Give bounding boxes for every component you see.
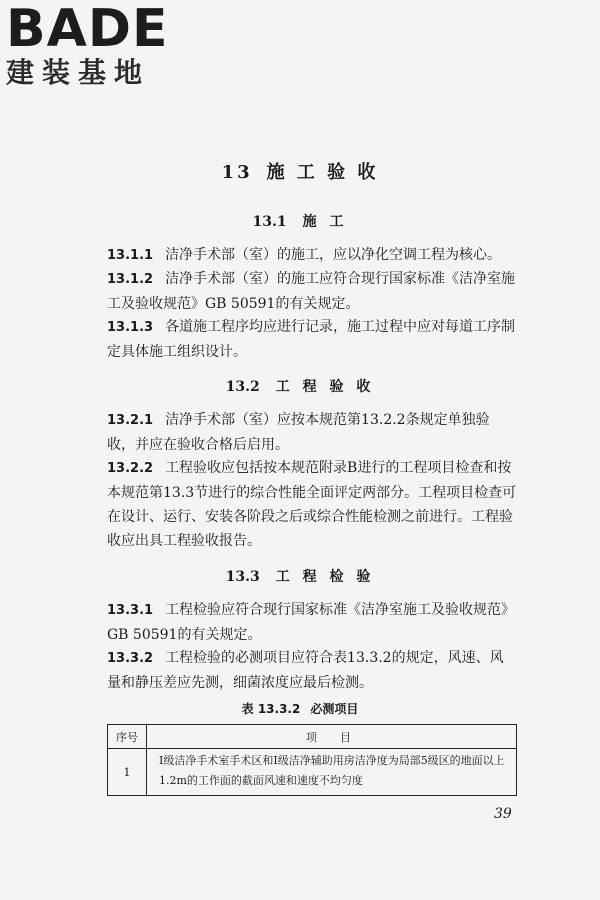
page-number: 39 [494, 806, 512, 822]
column-header-item: 项 目 [147, 725, 517, 749]
clause-number: 13.2.1 [107, 413, 154, 428]
clause-number: 13.1.3 [107, 320, 154, 335]
required-tests-table [107, 724, 517, 796]
clause-number: 13.3.1 [107, 603, 154, 618]
column-header-no: 序号 [108, 725, 147, 749]
brand-logo [6, 0, 181, 90]
section-heading [0, 376, 600, 396]
row-number-cell: 1 [108, 749, 147, 796]
clause-number: 13.3.2 [107, 651, 154, 666]
clause-text: 工程验收应包括按本规范附录B进行的工程项目检查和按本规范第13.3节进行的综合性能全面评定两部分。工程项目检查可在设计、运行、安装各阶段之后或综合性能检测之前进行。工程验收应出具工程验收报告。 [107, 460, 517, 549]
section-heading [0, 566, 600, 586]
section-number: 13.2 [225, 379, 260, 395]
clause [107, 456, 517, 553]
section-title: 工 程 验 收 [275, 379, 375, 395]
table-caption [0, 700, 600, 717]
clause-text: 洁净手术部（室）的施工应符合现行国家标准《洁净室施工及验收规范》GB 50591的有关规定。 [107, 271, 516, 312]
chapter-number: 13 [221, 162, 253, 183]
chapter-heading [0, 158, 600, 184]
clause-number: 13.1.2 [107, 272, 154, 287]
logo-subtitle: 建装基地 [6, 56, 151, 89]
section-number: 13.3 [225, 569, 260, 585]
table-number: 表 13.3.2 [241, 702, 301, 716]
section-title: 工 程 检 验 [275, 569, 375, 585]
table-title: 必测项目 [310, 702, 359, 716]
clause [107, 408, 517, 457]
clause-number: 13.1.1 [107, 248, 154, 263]
section-heading [0, 211, 600, 231]
table-row [108, 749, 517, 796]
chapter-title: 施 工 验 收 [266, 162, 379, 183]
clause [107, 243, 517, 268]
clause-text: 工程检验的必测项目应符合表13.3.2的规定，风速、风量和静压差应先测，细菌浓度应最后检测。 [107, 650, 504, 691]
logo-mark: BADE [6, 0, 169, 59]
clause-number: 13.2.2 [107, 461, 154, 476]
table-header-row [108, 725, 517, 749]
clause-text: 工程检验应符合现行国家标准《洁净室施工及验收规范》GB 50591的有关规定。 [107, 602, 516, 643]
clause [107, 598, 517, 647]
row-item-cell: Ⅰ级洁净手术室手术区和Ⅰ级洁净辅助用房洁净度为局部5级区的地面以上1.2m的工作面的截面风速和速度不均匀度 [147, 749, 517, 796]
clause-text: 各道施工程序均应进行记录，施工过程中应对每道工序制定具体施工组织设计。 [107, 319, 516, 360]
clause [107, 267, 517, 316]
clause-text: 洁净手术部（室）应按本规范第13.2.2条规定单独验收，并应在验收合格后启用。 [107, 412, 490, 453]
clause [107, 646, 517, 695]
section-title: 施 工 [302, 214, 348, 230]
clause [107, 315, 517, 364]
clause-text: 洁净手术部（室）的施工，应以净化空调工程为核心。 [165, 247, 502, 263]
section-number: 13.1 [252, 214, 287, 230]
